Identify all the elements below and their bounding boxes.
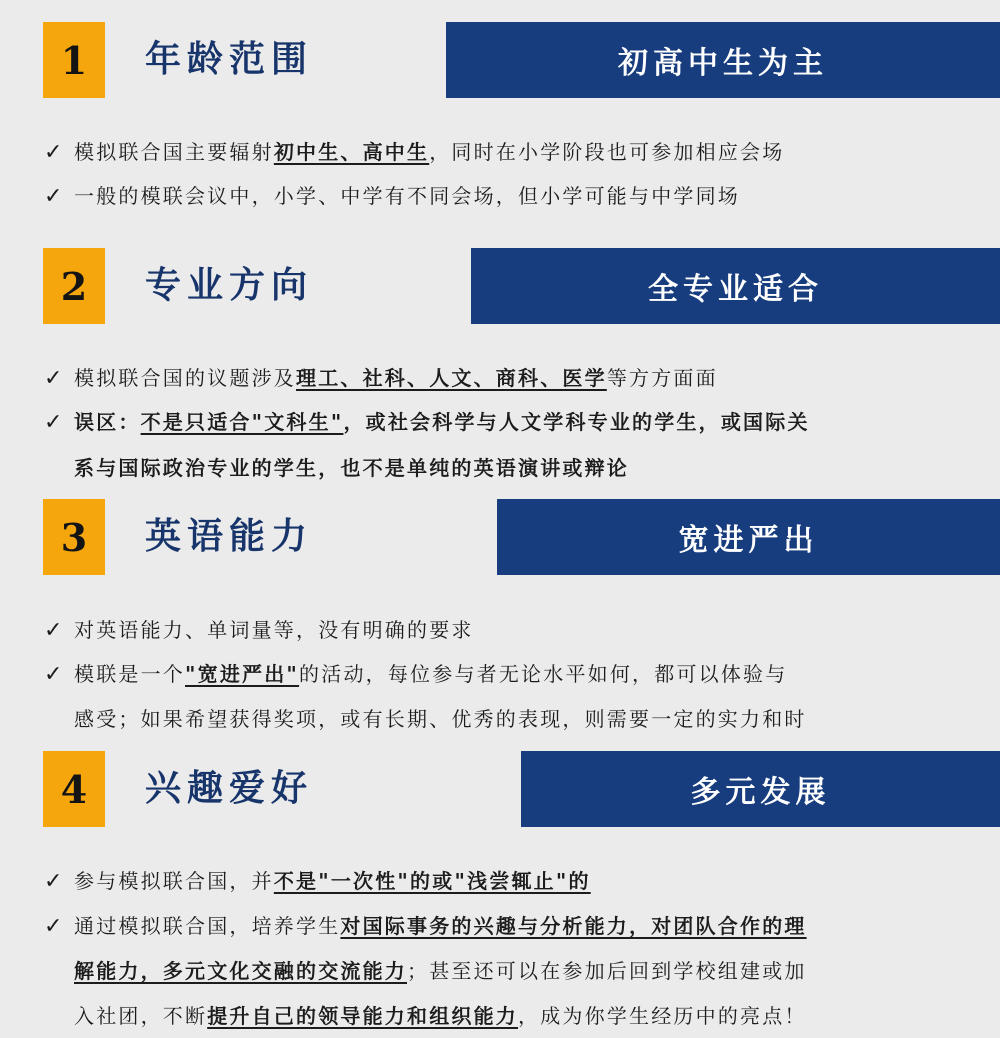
bullet-item: ✓ 对英语能力、单词量等，没有明确的要求 xyxy=(44,608,984,653)
checkmark-icon: ✓ xyxy=(44,366,65,391)
checkmark-icon: ✓ xyxy=(44,140,65,165)
section-banner: 全专业适合 xyxy=(471,248,1000,324)
section-title: 专业方向 xyxy=(145,265,314,306)
section-title: 兴趣爱好 xyxy=(145,768,314,809)
section-number: 3 xyxy=(43,499,105,575)
checkmark-icon: ✓ xyxy=(44,184,65,209)
bullet-continuation: 入社团，不断提升自己的领导能力和组织能力，成为你学生经历中的亮点！ xyxy=(74,1004,807,1028)
bullet-item: ✓ 模联是一个"宽进严出"的活动，每位参与者无论水平如何，都可以体验与 xyxy=(44,652,984,697)
bullet-item: ✓ 误区：不是只适合"文科生"，或社会科学与人文学科专业的学生，或国际关 xyxy=(44,400,984,445)
section-number: 4 xyxy=(43,751,105,827)
checkmark-icon: ✓ xyxy=(44,662,65,687)
checkmark-icon: ✓ xyxy=(44,914,65,939)
section-number: 2 xyxy=(43,248,105,324)
bullet-continuation: 解能力，多元文化交融的交流能力；甚至还可以在参加后回到学校组建或加 xyxy=(74,959,807,983)
section-title: 年龄范围 xyxy=(145,39,314,80)
bullet-item: ✓ 模拟联合国主要辐射初中生、高中生，同时在小学阶段也可参加相应会场 xyxy=(44,130,984,175)
checkmark-icon: ✓ xyxy=(44,869,65,894)
bullet-item: ✓ 一般的模联会议中，小学、中学有不同会场，但小学可能与中学同场 xyxy=(44,174,984,219)
bullet-item: ✓ 模拟联合国的议题涉及理工、社科、人文、商科、医学等方方面面 xyxy=(44,356,984,401)
section-banner: 宽进严出 xyxy=(497,499,1000,575)
bullet-item: ✓ 通过模拟联合国，培养学生对国际事务的兴趣与分析能力，对团队合作的理 xyxy=(44,904,984,949)
section-title: 英语能力 xyxy=(145,516,314,557)
checkmark-icon: ✓ xyxy=(44,618,65,643)
bullet-continuation: 系与国际政治专业的学生，也不是单纯的英语演讲或辩论 xyxy=(74,456,629,480)
bullet-continuation: 感受；如果希望获得奖项，或有长期、优秀的表现，则需要一定的实力和时 xyxy=(74,707,807,731)
section-banner: 初高中生为主 xyxy=(446,22,1000,98)
bullet-item: ✓ 参与模拟联合国，并不是"一次性"的或"浅尝辄止"的 xyxy=(44,859,984,904)
section-number: 1 xyxy=(43,22,105,98)
section-banner: 多元发展 xyxy=(521,751,1000,827)
checkmark-icon: ✓ xyxy=(44,410,65,435)
